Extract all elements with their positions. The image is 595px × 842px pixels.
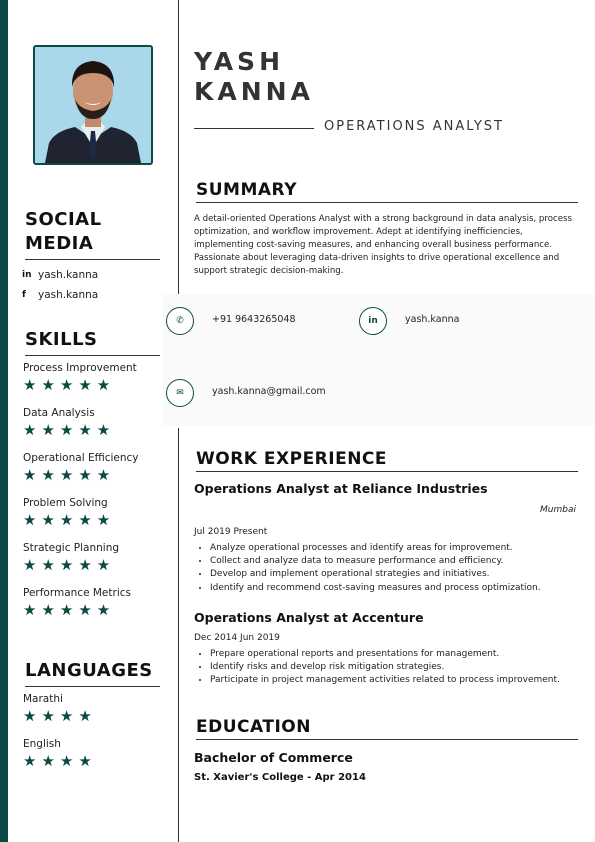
languages-heading: LANGUAGES <box>25 659 160 687</box>
accent-bar <box>0 0 8 842</box>
first-name: YASH <box>194 47 284 76</box>
education-school: St. Xavier's College - Apr 2014 <box>194 772 366 783</box>
job-duties-list <box>194 648 590 688</box>
skill-name: Problem Solving <box>23 497 108 509</box>
contact-phone[interactable]: +91 9643265048 <box>212 314 296 325</box>
job-location: Mumbai <box>540 505 576 515</box>
social-item-linkedin[interactable] <box>22 269 98 281</box>
linkedin-icon: in <box>22 270 32 280</box>
skill-name: Operational Efficiency <box>23 452 139 464</box>
skill-rating-stars: ★★★★★ <box>23 421 116 439</box>
list-item: • Analyze operational processes and identify areas for improvement. <box>210 542 590 555</box>
skill-name: Data Analysis <box>23 407 95 419</box>
job-role: OPERATIONS ANALYST <box>324 119 504 134</box>
list-item: • Collect and analyze data to measure performance and efficiency. <box>210 555 590 568</box>
skill-name: Strategic Planning <box>23 542 120 554</box>
phone-icon: ✆ <box>166 307 194 335</box>
list-item: • Develop and implement operational strategies and initiatives. <box>210 568 590 581</box>
education-heading: EDUCATION <box>196 716 578 740</box>
education-degree: Bachelor of Commerce <box>194 750 353 765</box>
social-item-label: yash.kanna <box>38 289 99 301</box>
social-media-heading: SOCIAL MEDIA <box>25 208 160 260</box>
skills-heading: SKILLS <box>25 328 160 356</box>
list-item: • Identify risks and develop risk mitigation strategies. <box>210 661 590 674</box>
job-title: Operations Analyst at Accenture <box>194 610 424 625</box>
social-item-facebook[interactable] <box>22 289 98 301</box>
job-dates: Jul 2019 Present <box>194 527 268 537</box>
skill-rating-stars: ★★★★★ <box>23 556 116 574</box>
role-underline <box>194 128 314 129</box>
column-divider-bottom <box>178 428 179 842</box>
language-name: English <box>23 738 61 750</box>
skill-name: Performance Metrics <box>23 587 131 599</box>
skill-rating-stars: ★★★★★ <box>23 376 116 394</box>
profile-photo-illustration <box>35 47 151 163</box>
column-divider-top <box>178 0 179 296</box>
list-item: • Prepare operational reports and presentations for management. <box>210 648 590 661</box>
list-item: • Participate in project management activities related to process improvement. <box>210 674 590 687</box>
profile-photo <box>33 45 153 165</box>
social-item-label: yash.kanna <box>38 269 99 281</box>
summary-text: A detail-oriented Operations Analyst with a strong background in data analysis, process optimization, and workflow improvement. Adept at identifying inefficiencies, implementing cost-saving measures, and enhancing overall business performance. Passionate about leveraging data-driven insights to drive operational excellence and support strategic decision-making. <box>194 214 572 276</box>
contact-linkedin[interactable]: yash.kanna <box>405 314 460 325</box>
work-experience-heading: WORK EXPERIENCE <box>196 448 578 472</box>
skill-rating-stars: ★★★★★ <box>23 601 116 619</box>
email-icon: ✉ <box>166 379 194 407</box>
list-item: • Identify and recommend cost-saving measures and process optimization. <box>210 582 590 595</box>
language-name: Marathi <box>23 693 63 705</box>
skill-rating-stars: ★★★★★ <box>23 511 116 529</box>
linkedin-contact-icon: in <box>359 307 387 335</box>
facebook-icon: f <box>22 290 26 300</box>
skill-rating-stars: ★★★★★ <box>23 466 116 484</box>
contact-email[interactable]: yash.kanna@gmail.com <box>212 386 326 397</box>
language-rating-stars: ★★★★ <box>23 707 97 725</box>
job-dates: Dec 2014 Jun 2019 <box>194 633 280 643</box>
summary-heading: SUMMARY <box>196 179 578 203</box>
skill-name: Process Improvement <box>23 362 137 374</box>
job-duties-list <box>194 542 590 595</box>
last-name: KANNA <box>194 77 314 106</box>
job-title: Operations Analyst at Reliance Industries <box>194 481 488 496</box>
language-rating-stars: ★★★★ <box>23 752 97 770</box>
